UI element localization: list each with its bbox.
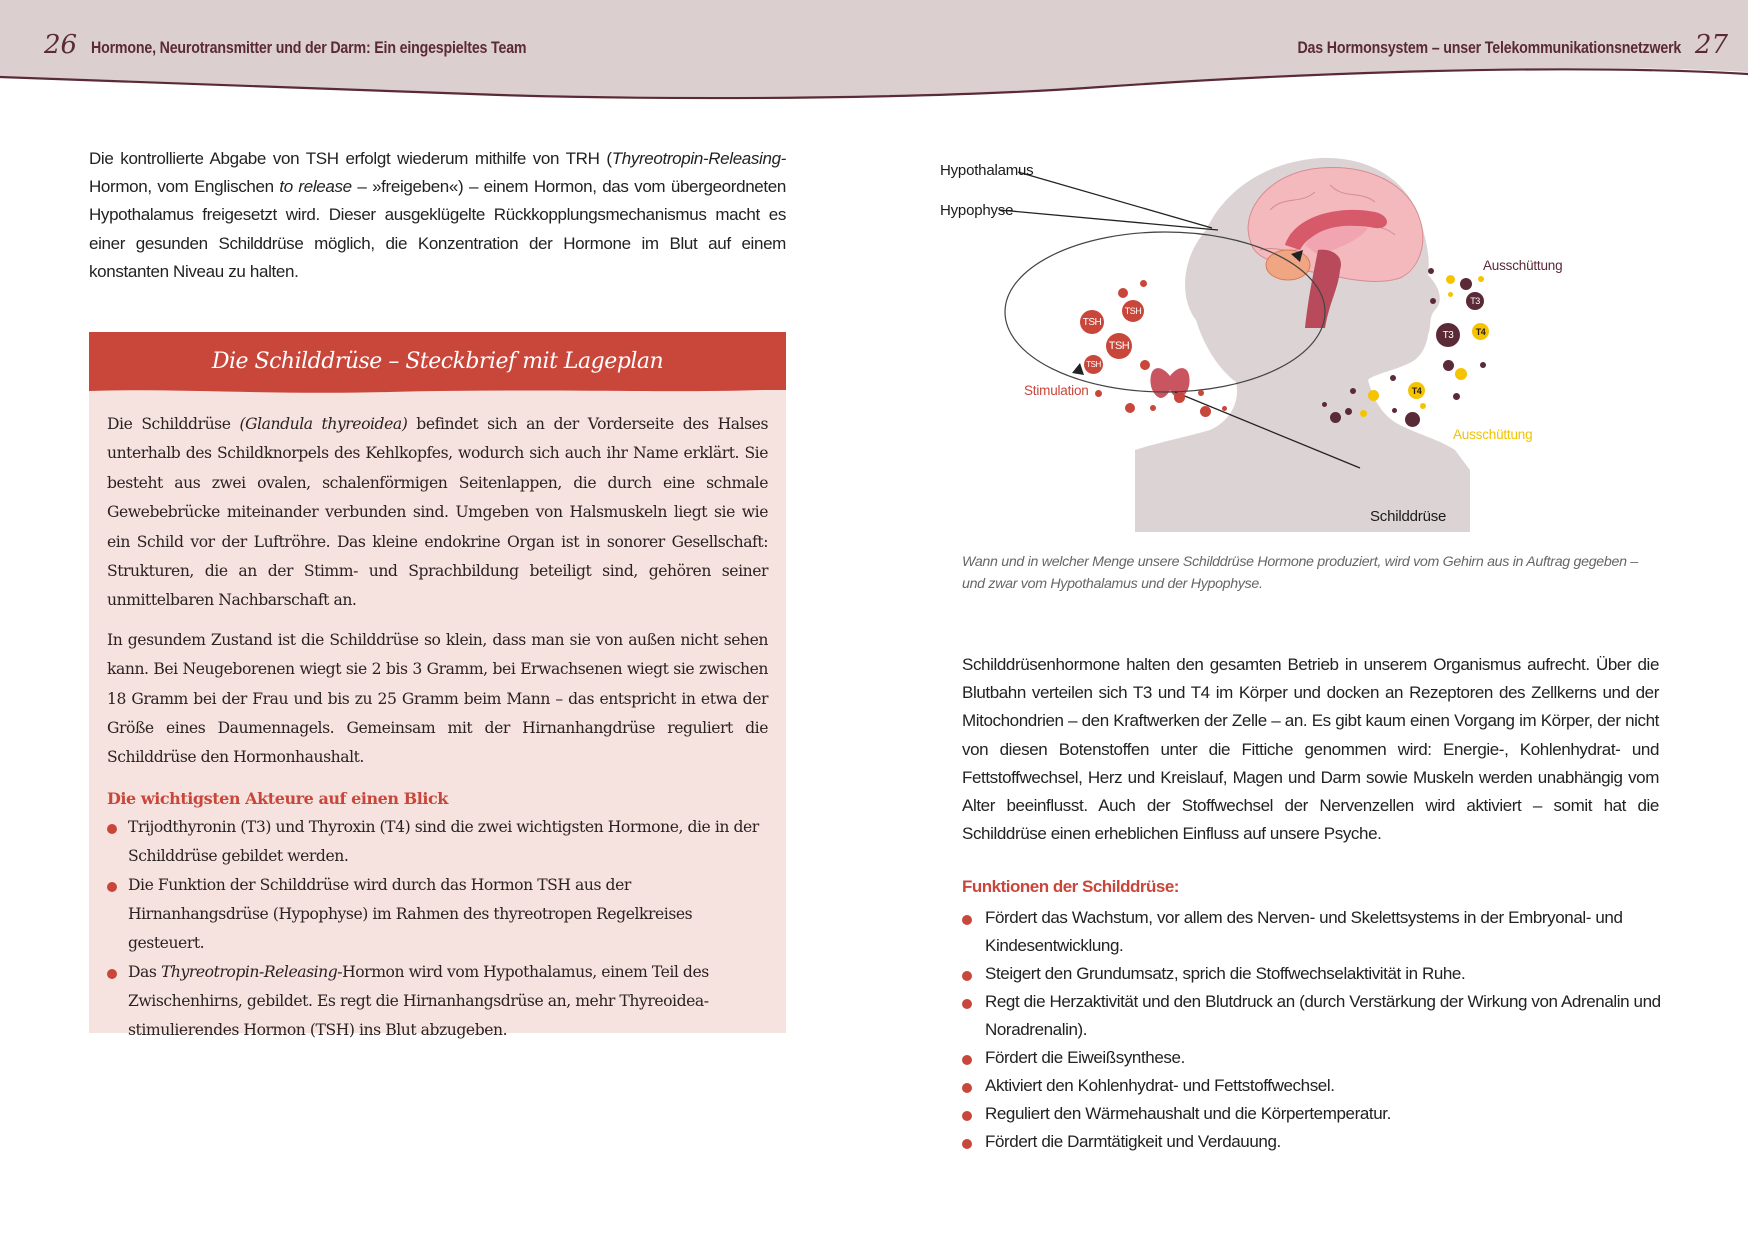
hormone-dot-icon: [1368, 390, 1379, 401]
label-release-bottom: Ausschüttung: [1453, 427, 1533, 442]
functions-heading: Funktionen der Schilddrüse:: [962, 877, 1179, 896]
header-wave-edge: [89, 386, 786, 396]
hormone-dot-icon: [1455, 368, 1467, 380]
hormone-dot-icon: [1140, 360, 1150, 370]
hormone-dot-icon: [1345, 408, 1352, 415]
hormone-dot-icon: [1430, 298, 1436, 304]
list-item: [962, 1128, 1662, 1156]
intro-text: Die kontrollierte Abgabe von TSH erfolgt wiederum mithilfe von TRH (: [89, 149, 612, 168]
page-number-right: 27: [1694, 30, 1728, 60]
info-box-subheading: Die wichtigsten Akteure auf einen Blick: [107, 788, 448, 808]
hormone-dot-icon: [1150, 405, 1156, 411]
bullet-dot-icon: [962, 1139, 972, 1149]
info-box-header: [89, 332, 786, 390]
running-head-right: [1235, 30, 1728, 60]
list-item: [107, 813, 768, 871]
list-item-text: Aktiviert den Kohlenhydrat- und Fettstoffwechsel.: [985, 1076, 1335, 1095]
list-item-text: Steigert den Grundumsatz, sprich die Stoffwechselaktivität in Ruhe.: [985, 964, 1466, 983]
hormone-dot-icon: [1478, 276, 1484, 282]
body-paragraph-right: Schilddrüsenhormone halten den gesamten Betrieb in unserem Organismus aufrecht. Über die Blutbahn verteilen sich T3 und T4 im Körper und docken an Rezeptoren des Zellkerns und der Mitochondrien – den Kraftwerken der Zelle – an. Es gibt kaum einen Vorgang im Körper, der nicht von diesen Botenstoffen unter die Fittiche genommen wird: Energie-, Kohlenhydrat- und Fettstoffwechsel, Herz und Kreislauf, Magen und Darm sowie Muskeln werden unabhängig vom Alter beeinflusst. Auch der Stoffwechsel der Nervenzellen wird aktiviert – somit hat die Schilddrüse einen erheblichen Einfluss auf unsere Psyche.: [962, 655, 1659, 844]
intro-italic-term: Thyreotropin-Releasing-: [611, 149, 786, 168]
head-silhouette-illustration: [1000, 150, 1600, 540]
info-box-thyroid-profile: [89, 332, 786, 1039]
hormone-dot-icon: [1200, 406, 1211, 417]
hormone-dot-icon: [1390, 375, 1396, 381]
hormone-dot-icon: [1125, 403, 1135, 413]
figure-caption: Wann und in welcher Menge unsere Schilddrüse Hormone produziert, wird vom Gehirn aus in Auftrag gegeben – und zwar vom Hypothalamus und der Hypophyse.: [962, 554, 1638, 592]
info-box-title: Die Schilddrüse – Steckbrief mit Lageplan: [211, 348, 664, 374]
hormone-dot-icon: [1448, 292, 1453, 297]
chapter-title-left: Hormone, Neurotransmitter und der Darm: Ein eingespieltes Team: [91, 39, 527, 57]
bullet-dot-icon: [962, 1111, 972, 1121]
tsh-bubble-icon: TSH: [1084, 355, 1103, 374]
list-item-italic: Thyreotropin-Releasing: [160, 962, 338, 981]
thyroid-feedback-illustration: [940, 150, 1600, 540]
page-number-left: 26: [44, 30, 78, 60]
list-item: [962, 1100, 1662, 1128]
bullet-dot-icon: [962, 1083, 972, 1093]
list-item-text: Reguliert den Wärmehaushalt und die Körpertemperatur.: [985, 1104, 1391, 1123]
list-item-text: Fördert die Eiweißsynthese.: [985, 1048, 1185, 1067]
hormone-dot-icon: [1480, 362, 1486, 368]
hormone-dot-icon: [1405, 412, 1420, 427]
list-item-text: Fördert das Wachstum, vor allem des Nerven- und Skelettsystems in der Embryonal- und Kindesentwicklung.: [985, 908, 1623, 955]
hormone-dot-icon: [1446, 275, 1455, 284]
list-item: [962, 988, 1662, 1044]
paragraph-text: befindet sich an der Vorderseite des Halses unterhalb des Schildknorpels des Kehlkopfes, wodurch sich auch ihr Name erklärt. Sie besteht aus zwei ovalen, schalenförmigen Seitenlappen, die durch eine schmale Gewebebrücke miteinander verbunden sind. Umgeben von Halsmuskeln liegt sie wie ein Schild vor der Luftröhre. Das kleine endokrine Organ ist in sonorer Gesellschaft: Strukturen, die an der Stimm- und Sprachbildung beteiligt sind, gehören seiner unmittelbaren Nachbarschaft an.: [107, 415, 769, 610]
hormone-dot-icon: [1443, 360, 1454, 371]
list-item-text: Regt die Herzaktivität und den Blutdruck an (durch Verstärkung der Wirkung von Adrenalin und Noradrenalin).: [985, 992, 1661, 1039]
info-box-paragraph-1: [107, 410, 768, 616]
hormone-dot-icon: [1322, 402, 1327, 407]
tsh-bubble-icon: TSH: [1106, 333, 1132, 359]
intro-text: Hormon, vom Englischen: [89, 177, 280, 197]
hormone-dot-icon: [1428, 268, 1434, 274]
intro-text: – »freigeben«) – einem Hormon, das vom übergeordneten Hypothalamus freigesetzt wird. Dieser ausgeklügelte Rückkopplungsmechanismus macht es einer gesunden Schilddrüse möglich, die Konzentration der Hormone im Blut auf einem konstanten Niveau zu halten.: [89, 177, 786, 281]
list-item: [962, 960, 1662, 988]
label-stimulation: Stimulation: [1024, 383, 1089, 398]
t3-bubble-icon: T3: [1436, 323, 1460, 347]
running-head-left: [44, 30, 597, 60]
hormone-dot-icon: [1198, 390, 1204, 396]
list-item: [107, 958, 768, 1045]
chapter-title-right: Das Hormonsystem – unser Telekommunikationsnetzwerk: [1297, 39, 1681, 57]
bullet-dot-icon: [962, 971, 972, 981]
paragraph-text: Die Schilddrüse: [107, 415, 240, 433]
info-box-body: [89, 390, 786, 1045]
hormone-dot-icon: [1222, 406, 1227, 411]
hormone-dot-icon: [1140, 280, 1147, 287]
hormone-dot-icon: [1460, 278, 1472, 290]
tsh-bubble-icon: TSH: [1080, 310, 1104, 334]
key-actors-list: [107, 813, 768, 1045]
label-hypophyse: Hypophyse: [940, 202, 1014, 219]
bullet-dot-icon: [962, 915, 972, 925]
hormone-dot-icon: [1420, 403, 1426, 409]
list-item: [107, 871, 768, 958]
t4-bubble-icon: T4: [1472, 323, 1489, 340]
intro-italic-term: to release: [279, 177, 352, 197]
list-item: [962, 904, 1662, 960]
bullet-dot-icon: [962, 1055, 972, 1065]
bullet-dot-icon: [107, 824, 117, 834]
label-thyroid: Schilddrüse: [1370, 508, 1447, 525]
intro-paragraph: [89, 145, 786, 286]
t4-bubble-icon: T4: [1408, 382, 1425, 399]
latin-name: (Glandula thyreoidea): [239, 415, 408, 433]
hormone-dot-icon: [1350, 388, 1356, 394]
hormone-dot-icon: [1360, 410, 1367, 417]
list-item-text: Die Funktion der Schilddrüse wird durch das Hormon TSH aus der Hirnanhangsdrüse (Hypophyse) im Rahmen des thyreotropen Regelkreises gesteuert.: [128, 875, 693, 952]
list-item: [962, 1044, 1662, 1072]
list-item-text: Trijodthyronin (T3) und Thyroxin (T4) sind die zwei wichtigsten Hormone, die in der Schilddrüse gebildet werden.: [128, 817, 759, 865]
hormone-dot-icon: [1330, 412, 1341, 423]
page-header-band: [0, 0, 1748, 110]
hormone-dot-icon: [1174, 392, 1185, 403]
hormone-dot-icon: [1392, 408, 1397, 413]
label-release-top: Ausschüttung: [1483, 258, 1563, 273]
list-item-text: Fördert die Darmtätigkeit und Verdauung.: [985, 1132, 1281, 1151]
list-item: [962, 1072, 1662, 1100]
bullet-dot-icon: [107, 969, 117, 979]
list-item-text: -Hormon wird vom Hypothalamus, einem Teil des Zwischenhirns, gebildet. Es regt die Hirnanhangsdrüse an, mehr Thyreoidea-stimulierendes Hormon (TSH) ins Blut abzugeben.: [128, 962, 709, 1039]
t3-bubble-icon: T3: [1466, 292, 1484, 310]
bullet-dot-icon: [107, 882, 117, 892]
label-hypothalamus: Hypothalamus: [940, 162, 1034, 179]
hormone-dot-icon: [1095, 390, 1102, 397]
hormone-dot-icon: [1453, 393, 1460, 400]
bullet-dot-icon: [962, 999, 972, 1009]
hormone-dot-icon: [1118, 288, 1128, 298]
info-box-paragraph-2: In gesundem Zustand ist die Schilddrüse so klein, dass man sie von außen nicht sehen kann. Bei Neugeborenen wiegt sie 2 bis 3 Gramm, bei Erwachsenen wiegt sie zwischen 18 Gramm bei der Frau und bis zu 25 Gramm beim Mann – das entspricht in etwa der Größe eines Daumennagels. Gemeinsam mit der Hirnanhangdrüse reguliert die Schilddrüse den Hormonhaushalt.: [107, 630, 768, 767]
list-item-text: Das: [128, 962, 161, 981]
functions-list: [962, 904, 1662, 1156]
tsh-bubble-icon: TSH: [1122, 300, 1144, 322]
